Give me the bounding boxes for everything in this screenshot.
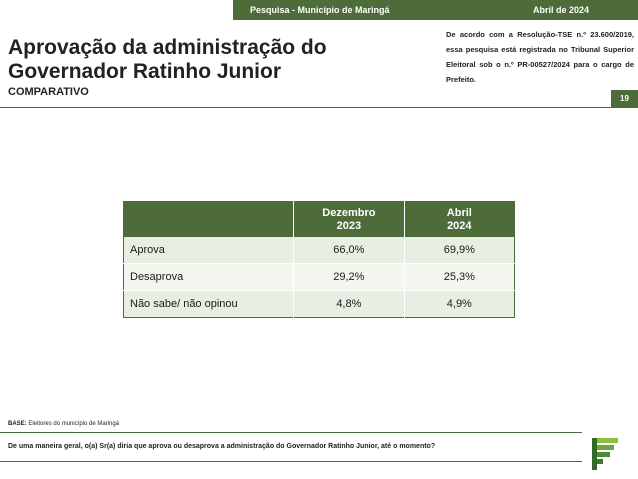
row-value: 4,9%: [404, 291, 514, 318]
page-title: [8, 36, 408, 84]
header-divider: [0, 107, 638, 108]
column-header-line: 2024: [447, 219, 472, 232]
column-header-line: 2023: [336, 219, 362, 232]
column-header-apr-2024: [404, 202, 514, 238]
page-number: 19: [611, 90, 638, 107]
row-label: Não sabe/ não opinou: [124, 291, 294, 318]
table-row: [124, 264, 515, 291]
row-label: Desaprova: [124, 264, 294, 291]
page-subtitle: COMPARATIVO: [8, 86, 89, 98]
table-row: [124, 291, 515, 318]
column-header-dec-2023: [294, 202, 405, 238]
base-text: Eleitores do município de Maringá: [28, 421, 120, 427]
header-bar: [233, 0, 638, 20]
row-label: Aprova: [124, 237, 294, 264]
survey-date: Abril de 2024: [533, 5, 590, 15]
row-value: 29,2%: [294, 264, 405, 291]
survey-name: Pesquisa - Município de Maringá: [250, 5, 390, 15]
row-value: 25,3%: [404, 264, 514, 291]
base-label: BASE:: [8, 421, 27, 427]
base-note: [8, 421, 119, 427]
row-value: 66,0%: [294, 237, 405, 264]
logo-stem: [592, 438, 597, 470]
table-corner-cell: [124, 202, 294, 238]
row-value: 69,9%: [404, 237, 514, 264]
survey-question: De uma maneira geral, o(a) Sr(a) diria que aprova ou desaprova a administração do Governador Ratinho Junior, até o momento?: [8, 443, 436, 450]
footer-divider: [0, 432, 582, 433]
row-value: 4,8%: [294, 291, 405, 318]
table-row: [124, 237, 515, 264]
footer-divider-bottom: [0, 461, 582, 462]
table-header-row: [124, 202, 515, 238]
brand-logo-icon: [592, 438, 618, 470]
comparison-table: [123, 201, 515, 318]
page-title-line2: Governador Ratinho Junior: [8, 60, 282, 83]
column-header-line: Dezembro: [322, 206, 376, 219]
legal-note: De acordo com a Resolução-TSE n.º 23.600/2019, essa pesquisa está registrada no Tribunal Superior Eleitoral sob o n.º PR-00527/2024 para o cargo de Prefeito.: [446, 30, 634, 84]
page-title-line1: Aprovação da administração do: [8, 36, 327, 59]
column-header-line: Abril: [446, 206, 472, 219]
